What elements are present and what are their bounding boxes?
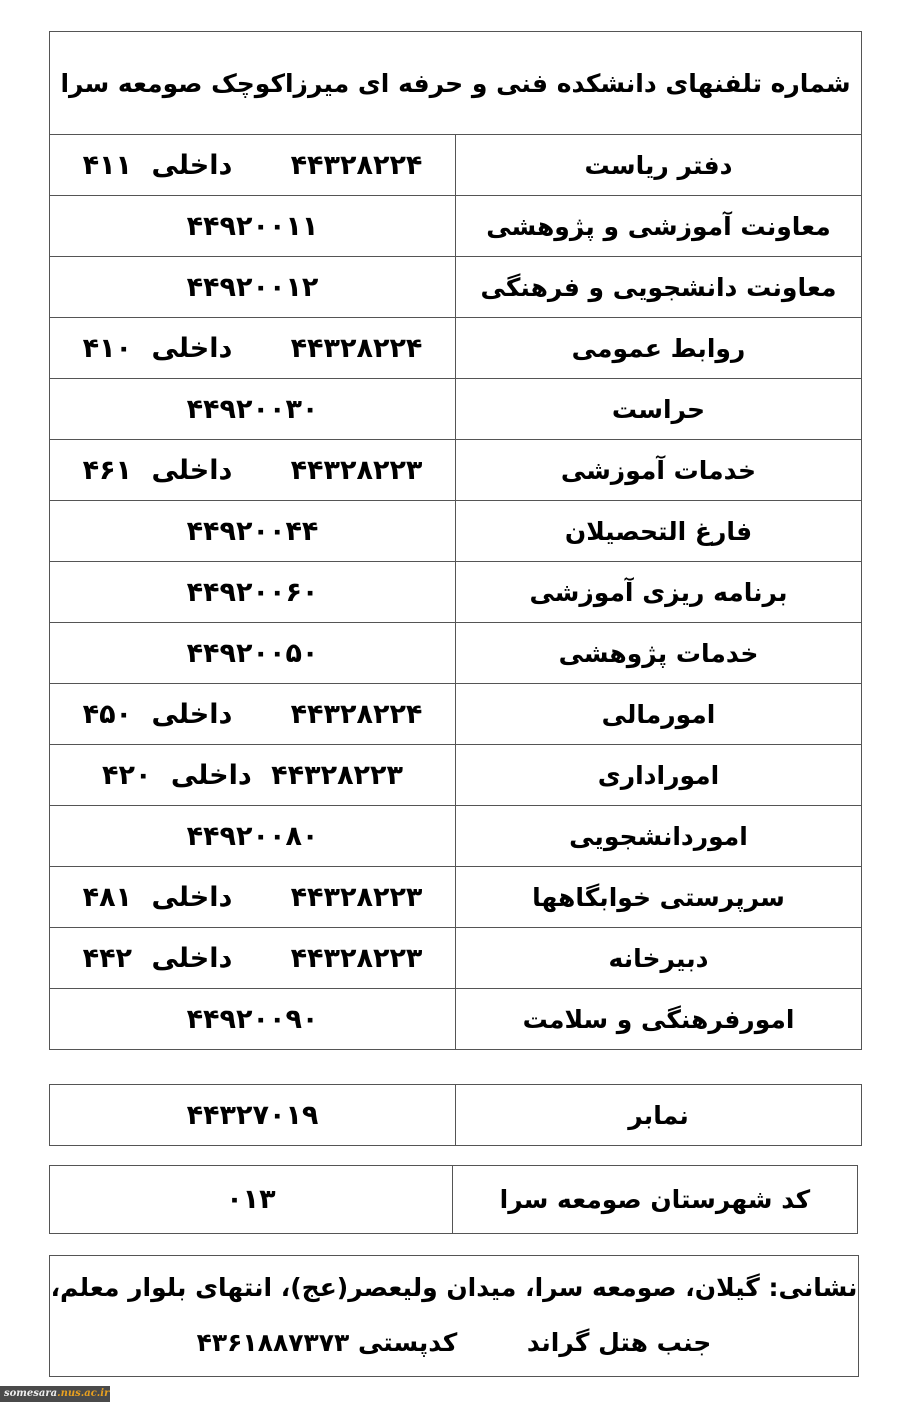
table-row [50, 501, 862, 562]
department-name: امورمالی [456, 684, 862, 745]
department-name: خدمات آموزشی [456, 440, 862, 501]
table-row [50, 623, 862, 684]
department-name: معاونت دانشجویی و فرهنگی [456, 257, 862, 318]
phone-number: ۴۴۳۲۸۲۲۳ داخلی ۴۲۰ [50, 745, 456, 806]
phone-table [49, 134, 862, 1050]
phone-number: ۴۴۹۲۰۰۵۰ [50, 623, 456, 684]
phone-number: ۴۴۹۲۰۰۸۰ [50, 806, 456, 867]
department-name: اموراداری [456, 745, 862, 806]
department-name: امورفرهنگی و سلامت [456, 989, 862, 1050]
address-line-1: نشانی: گیلان، صومعه سرا، میدان ولیعصر(عج)، انتهای بلوار معلم، [50, 1273, 858, 1302]
phone-number: ۴۴۹۲۰۰۹۰ [50, 989, 456, 1050]
phone-number: ۴۴۳۲۸۲۲۴ داخلی ۴۵۰ [50, 684, 456, 745]
table-row [50, 1166, 858, 1234]
table-row [50, 684, 862, 745]
department-name: روابط عمومی [456, 318, 862, 379]
phone-number: ۴۴۹۲۰۰۳۰ [50, 379, 456, 440]
table-row [50, 440, 862, 501]
address-line-2: جنب هتل گراند کدپستی ۴۳۶۱۸۸۷۳۷۳ [196, 1328, 712, 1357]
phone-number: ۴۴۹۲۰۰۱۲ [50, 257, 456, 318]
table-row [50, 318, 862, 379]
table-row [50, 867, 862, 928]
table-row [50, 1085, 862, 1146]
phone-number: ۴۴۳۲۸۲۲۴ داخلی ۴۱۰ [50, 318, 456, 379]
department-name: خدمات پژوهشی [456, 623, 862, 684]
fax-label: نمابر [456, 1085, 862, 1146]
table-row [50, 196, 862, 257]
department-name: سرپرستی خوابگاهها [456, 867, 862, 928]
phone-number: ۴۴۳۲۸۲۲۳ داخلی ۴۶۱ [50, 440, 456, 501]
area-code-label: کد شهرستان صومعه سرا [452, 1166, 857, 1234]
phone-number: ۴۴۹۲۰۰۴۴ [50, 501, 456, 562]
table-row [50, 135, 862, 196]
phone-number: ۴۴۹۲۰۰۶۰ [50, 562, 456, 623]
phone-number: ۴۴۹۲۰۰۱۱ [50, 196, 456, 257]
department-name: دفتر ریاست [456, 135, 862, 196]
address-box [49, 1255, 859, 1377]
table-row [50, 257, 862, 318]
table-row [50, 989, 862, 1050]
department-name: دبیرخانه [456, 928, 862, 989]
table-row [50, 745, 862, 806]
department-name: برنامه ریزی آموزشی [456, 562, 862, 623]
watermark-logo: somesara.nus.ac.ir [0, 1386, 110, 1402]
department-name: حراست [456, 379, 862, 440]
page-title: شماره تلفنهای دانشکده فنی و حرفه ای میرزاکوچک صومعه سرا [49, 31, 862, 134]
fax-value: ۴۴۳۲۷۰۱۹ [50, 1085, 456, 1146]
table-row [50, 806, 862, 867]
phone-number: ۴۴۳۲۸۲۲۳ داخلی ۴۸۱ [50, 867, 456, 928]
table-row [50, 928, 862, 989]
phone-number: ۴۴۳۲۸۲۲۳ داخلی ۴۴۲ [50, 928, 456, 989]
phone-number: ۴۴۳۲۸۲۲۴ داخلی ۴۱۱ [50, 135, 456, 196]
area-code-value: ۰۱۳ [50, 1166, 453, 1234]
table-row [50, 562, 862, 623]
table-row [50, 379, 862, 440]
fax-table [49, 1084, 862, 1146]
department-name: فارغ التحصیلان [456, 501, 862, 562]
department-name: معاونت آموزشی و پژوهشی [456, 196, 862, 257]
area-code-table [49, 1165, 858, 1234]
department-name: اموردانشجویی [456, 806, 862, 867]
